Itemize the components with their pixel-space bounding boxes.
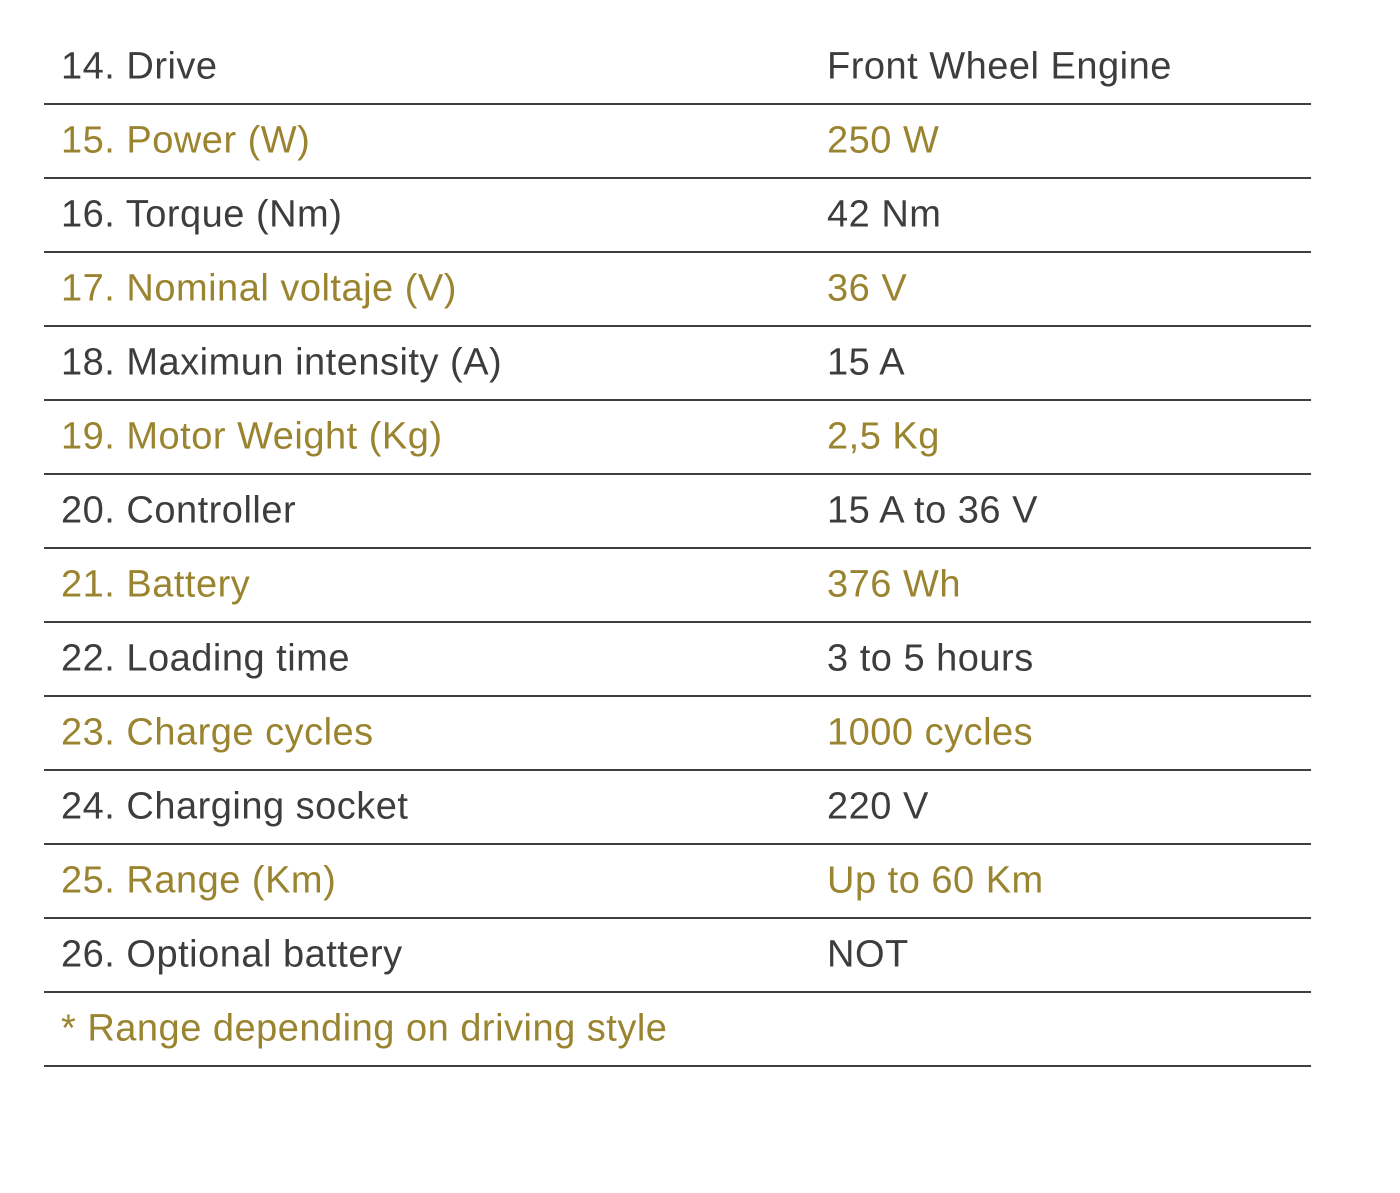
spec-label: 16. Torque (Nm) [61, 193, 343, 236]
spec-value: NOT [827, 933, 909, 976]
spec-value: Front Wheel Engine [827, 45, 1172, 87]
spec-value: 42 Nm [827, 193, 942, 236]
spec-value: Up to 60 Km [827, 859, 1044, 902]
footnote-row [44, 993, 1311, 1067]
spec-row-charging-socket [44, 771, 1311, 845]
spec-row-charge-cycles [44, 697, 1311, 771]
spec-label: 19. Motor Weight (Kg) [61, 415, 443, 458]
spec-label: 26. Optional battery [61, 933, 403, 976]
spec-label: 22. Loading time [61, 637, 350, 680]
spec-value: 15 A [827, 341, 906, 384]
spec-row-optional-battery [44, 919, 1311, 993]
spec-label: 23. Charge cycles [61, 711, 374, 754]
spec-value: 15 A to 36 V [827, 489, 1038, 532]
spec-row-power [44, 105, 1311, 179]
spec-row-drive [44, 30, 1311, 105]
spec-label: 25. Range (Km) [61, 859, 337, 902]
spec-label: 20. Controller [61, 489, 297, 532]
spec-label: 17. Nominal voltaje (V) [61, 267, 457, 310]
spec-label: 21. Battery [61, 563, 251, 606]
spec-label: 14. Drive [61, 45, 218, 87]
spec-row-max-intensity [44, 327, 1311, 401]
spec-table [44, 30, 1311, 1067]
spec-value: 220 V [827, 785, 929, 828]
spec-row-range [44, 845, 1311, 919]
spec-row-controller [44, 475, 1311, 549]
spec-value: 250 W [827, 119, 940, 162]
spec-value: 2,5 Kg [827, 415, 940, 458]
spec-value: 376 Wh [827, 563, 961, 606]
spec-value: 1000 cycles [827, 711, 1034, 754]
spec-row-loading-time [44, 623, 1311, 697]
spec-label: 18. Maximun intensity (A) [61, 341, 503, 384]
spec-row-battery [44, 549, 1311, 623]
spec-label: 24. Charging socket [61, 785, 409, 828]
spec-value: 36 V [827, 267, 908, 310]
footnote-text: * Range depending on driving style [61, 1007, 668, 1050]
spec-value: 3 to 5 hours [827, 637, 1034, 680]
spec-row-torque [44, 179, 1311, 253]
spec-row-nominal-voltage [44, 253, 1311, 327]
spec-label: 15. Power (W) [61, 119, 311, 162]
spec-row-motor-weight [44, 401, 1311, 475]
